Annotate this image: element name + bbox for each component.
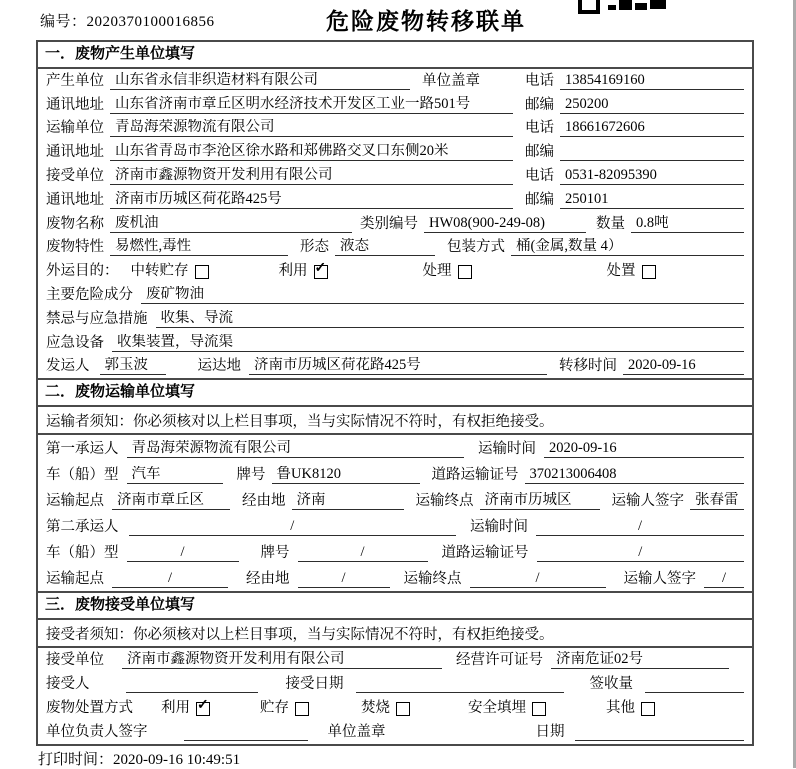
producer-label: 产生单位 xyxy=(46,72,104,89)
phone1-label: 电话 xyxy=(525,72,554,89)
sign-qty-value xyxy=(645,692,744,693)
zip2-value xyxy=(560,160,744,161)
row-acceptor xyxy=(38,672,752,696)
phone3-value: 0531-82095390 xyxy=(560,167,744,185)
vehicle2-label: 车（船）型 xyxy=(46,545,119,562)
transporter-notice: 运输者须知：你必须核对以上栏目事项，当与实际情况不符时，有权拒绝接受。 xyxy=(38,407,752,435)
option-reuse3-label: 利用 xyxy=(161,700,190,717)
document-number xyxy=(40,10,215,31)
addr2-label: 通讯地址 xyxy=(46,144,104,161)
option-transfer-storage xyxy=(131,263,209,280)
row-waste-name xyxy=(38,212,752,236)
option-transfer-storage-label: 中转贮存 xyxy=(130,263,189,280)
purpose-label: 外运目的： xyxy=(46,263,119,280)
row-accept-unit xyxy=(38,648,752,672)
packing-label: 包装方式 xyxy=(447,239,505,256)
license1-value: 370213006408 xyxy=(525,466,745,484)
manifest-form xyxy=(36,40,754,746)
row-disposal-method xyxy=(38,696,752,720)
via1-value: 济南 xyxy=(292,492,404,510)
print-time-value: 2020-09-16 10:49:51 xyxy=(113,752,241,768)
dest-value: 济南市历城区荷花路425号 xyxy=(249,357,547,375)
document-number-value: 2020370100016856 xyxy=(86,14,215,30)
row-taboo-measures xyxy=(38,307,752,331)
zip1-value: 250200 xyxy=(560,96,744,114)
time1-label: 运输时间 xyxy=(478,441,536,458)
addr1-value: 山东省济南市章丘区明水经济技术开发区工业一路501号 xyxy=(110,96,513,114)
page-title: 危险废物转移联单 xyxy=(326,9,526,34)
sign2-value: / xyxy=(704,570,744,588)
packing-value: 桶(金属,数量 4） xyxy=(511,238,744,256)
addr1-label: 通讯地址 xyxy=(46,96,104,113)
qr-module-block xyxy=(619,0,632,10)
transfer-time-value: 2020-09-16 xyxy=(623,357,744,375)
option-incineration-label: 焚烧 xyxy=(361,700,390,717)
date-value xyxy=(575,740,745,741)
carrier1-value: 青岛海荣源物流有限公司 xyxy=(127,440,465,458)
waste-name-value: 废机油 xyxy=(110,215,352,233)
equip-label: 应急设备 xyxy=(46,334,104,351)
permit-value: 济南危证02号 xyxy=(551,651,729,669)
license2-value: / xyxy=(537,544,745,562)
print-time xyxy=(38,748,240,769)
accept-unit-label: 接受单位 xyxy=(46,652,104,669)
landfill-checkbox xyxy=(532,702,546,716)
time2-value: / xyxy=(536,518,744,536)
waste-name-label: 废物名称 xyxy=(46,215,104,232)
form-value: 液态 xyxy=(335,238,435,256)
option-storage3 xyxy=(260,700,309,717)
plate2-value: / xyxy=(298,544,428,562)
quantity-label: 数量 xyxy=(596,215,625,232)
time2-label: 运输时间 xyxy=(470,519,528,536)
option-reuse3 xyxy=(161,700,210,717)
acceptor-label: 接受人 xyxy=(46,676,90,693)
form-label: 形态 xyxy=(300,239,329,256)
option-reuse-label: 利用 xyxy=(278,263,308,280)
zip1-label: 邮编 xyxy=(525,96,554,113)
option-incineration xyxy=(361,700,410,717)
origin2-label: 运输起点 xyxy=(46,571,104,588)
document-number-label: 编号： xyxy=(40,14,87,30)
row-producer xyxy=(38,69,752,93)
carrier2-value: / xyxy=(129,518,457,536)
permit-label: 经营许可证号 xyxy=(456,652,543,669)
transporter-value: 青岛海荣源物流有限公司 xyxy=(110,119,513,137)
row-head-signature xyxy=(38,720,752,744)
section-producer xyxy=(38,42,752,378)
phone3-label: 电话 xyxy=(525,167,554,184)
origin2-value: / xyxy=(112,570,228,588)
row-route2 xyxy=(38,565,752,591)
row-emergency-equipment xyxy=(38,331,752,355)
option-landfill xyxy=(468,700,546,717)
receiver-notice: 接受者须知：你必须核对以上栏目事项，当与实际情况不符时，有权拒绝接受。 xyxy=(38,620,752,648)
phone1-value: 13854169160 xyxy=(560,72,744,90)
end1-value: 济南市历城区 xyxy=(480,492,600,510)
phone2-value: 18661672606 xyxy=(560,119,744,137)
qr-module-block xyxy=(635,3,647,10)
accept-date-label: 接受日期 xyxy=(285,676,344,693)
plate2-label: 牌号 xyxy=(260,545,290,562)
row-receiver xyxy=(38,164,752,188)
section-receiver xyxy=(38,591,752,744)
carrier2-label: 第二承运人 xyxy=(46,519,119,536)
other-checkbox xyxy=(641,702,655,716)
disposal-method-label: 废物处置方式 xyxy=(46,700,133,717)
unit-seal-label: 单位盖章 xyxy=(422,72,480,89)
quantity-value: 0.8吨 xyxy=(631,215,744,233)
row-route1 xyxy=(38,487,752,513)
head-sign-label: 单位负责人签字 xyxy=(46,724,148,741)
origin1-value: 济南市章丘区 xyxy=(112,492,230,510)
hazard-value: 废矿物油 xyxy=(141,286,744,304)
receiver-value: 济南市鑫源物资开发利用有限公司 xyxy=(110,167,513,185)
equip-value: 收集装置，导流渠 xyxy=(112,334,744,352)
row-vehicle2 xyxy=(38,539,752,565)
sign1-label: 运输人签字 xyxy=(611,493,684,510)
unit-seal3-label: 单位盖章 xyxy=(327,724,386,741)
incineration-checkbox xyxy=(396,702,410,716)
reuse3-checkbox xyxy=(196,702,210,716)
row-second-carrier xyxy=(38,513,752,539)
section-receiver-title: 三．废物接受单位填写 xyxy=(38,593,752,620)
category-label: 类别编号 xyxy=(360,215,418,232)
end2-label: 运输终点 xyxy=(403,571,462,588)
end2-value: / xyxy=(470,570,606,588)
vehicle1-value: 汽车 xyxy=(127,466,223,484)
hazard-label: 主要危险成分 xyxy=(46,286,133,303)
receiver-label: 接受单位 xyxy=(46,167,104,184)
row-hazard-component xyxy=(38,283,752,307)
via2-value: / xyxy=(298,570,390,588)
zip3-value: 250101 xyxy=(560,191,744,209)
time1-value: 2020-09-16 xyxy=(544,440,744,458)
qr-code-partial-icon xyxy=(578,0,666,11)
addr3-value: 济南市历城区荷花路425号 xyxy=(110,191,513,209)
row-transporter-address xyxy=(38,140,752,164)
taboo-value: 收集、导流 xyxy=(156,310,745,328)
transporter-label: 运输单位 xyxy=(46,120,104,137)
zip3-label: 邮编 xyxy=(525,191,554,208)
addr2-value: 山东省青岛市李沧区徐水路和郑佛路交叉口东侧20米 xyxy=(110,143,513,161)
category-value: HW08(900-249-08) xyxy=(424,215,586,233)
option-disposal xyxy=(607,263,656,280)
license1-label: 道路运输证号 xyxy=(431,467,519,484)
reuse-checkbox xyxy=(314,265,328,279)
print-time-label: 打印时间： xyxy=(38,752,114,768)
option-disposal-label: 处置 xyxy=(606,263,636,280)
row-transporter xyxy=(38,117,752,141)
row-receiver-address xyxy=(38,188,752,212)
dest-label: 运达地 xyxy=(197,358,241,375)
license2-label: 道路运输证号 xyxy=(441,545,529,562)
via1-label: 经由地 xyxy=(242,493,286,510)
via2-label: 经由地 xyxy=(246,571,290,588)
option-landfill-label: 安全填埋 xyxy=(468,700,526,717)
row-shipper xyxy=(38,355,752,379)
row-vehicle1 xyxy=(38,461,752,487)
treatment-checkbox xyxy=(458,265,472,279)
taboo-label: 禁忌与应急措施 xyxy=(46,310,148,327)
section-transporter-title: 二．废物运输单位填写 xyxy=(38,380,752,407)
acceptor-value xyxy=(126,692,258,693)
row-first-carrier xyxy=(38,435,752,461)
traits-value: 易燃性,毒性 xyxy=(110,238,288,256)
origin1-label: 运输起点 xyxy=(46,493,104,510)
sign2-label: 运输人签字 xyxy=(623,571,696,588)
transfer-storage-checkbox xyxy=(195,265,209,279)
section-producer-title: 一．废物产生单位填写 xyxy=(38,42,752,69)
zip2-label: 邮编 xyxy=(525,144,554,161)
option-treatment xyxy=(423,263,472,280)
shipper-value: 郭玉波 xyxy=(100,357,166,375)
carrier1-label: 第一承运人 xyxy=(46,441,119,458)
addr3-label: 通讯地址 xyxy=(46,191,104,208)
option-other-label: 其他 xyxy=(606,700,635,717)
disposal-checkbox xyxy=(642,265,656,279)
row-purpose xyxy=(38,259,752,283)
storage3-checkbox xyxy=(295,702,309,716)
vehicle2-value: / xyxy=(127,544,239,562)
sign-qty-label: 签收量 xyxy=(589,676,633,693)
plate1-label: 牌号 xyxy=(236,467,266,484)
qr-module-block xyxy=(650,0,666,9)
qr-module-block xyxy=(608,5,616,10)
phone2-label: 电话 xyxy=(525,120,554,137)
plate1-value: 鲁UK8120 xyxy=(272,466,420,484)
accept-date-value xyxy=(356,692,564,693)
option-treatment-label: 处理 xyxy=(422,263,452,280)
row-waste-traits xyxy=(38,236,752,260)
end1-label: 运输终点 xyxy=(415,493,474,510)
accept-unit-value: 济南市鑫源物资开发利用有限公司 xyxy=(122,651,442,669)
producer-value: 山东省永信非织造材料有限公司 xyxy=(110,72,410,90)
transfer-time-label: 转移时间 xyxy=(559,358,617,375)
date-label: 日期 xyxy=(535,724,565,741)
option-storage3-label: 贮存 xyxy=(260,700,289,717)
row-producer-address xyxy=(38,93,752,117)
head-sign-value xyxy=(184,740,308,741)
qr-finder-block xyxy=(578,0,600,14)
option-other xyxy=(606,700,655,717)
section-transporter xyxy=(38,378,752,591)
shipper-label: 发运人 xyxy=(46,358,90,375)
vehicle1-label: 车（船）型 xyxy=(46,467,119,484)
traits-label: 废物特性 xyxy=(46,239,104,256)
sign1-value: 张春雷 xyxy=(690,492,744,510)
option-reuse xyxy=(279,263,328,280)
